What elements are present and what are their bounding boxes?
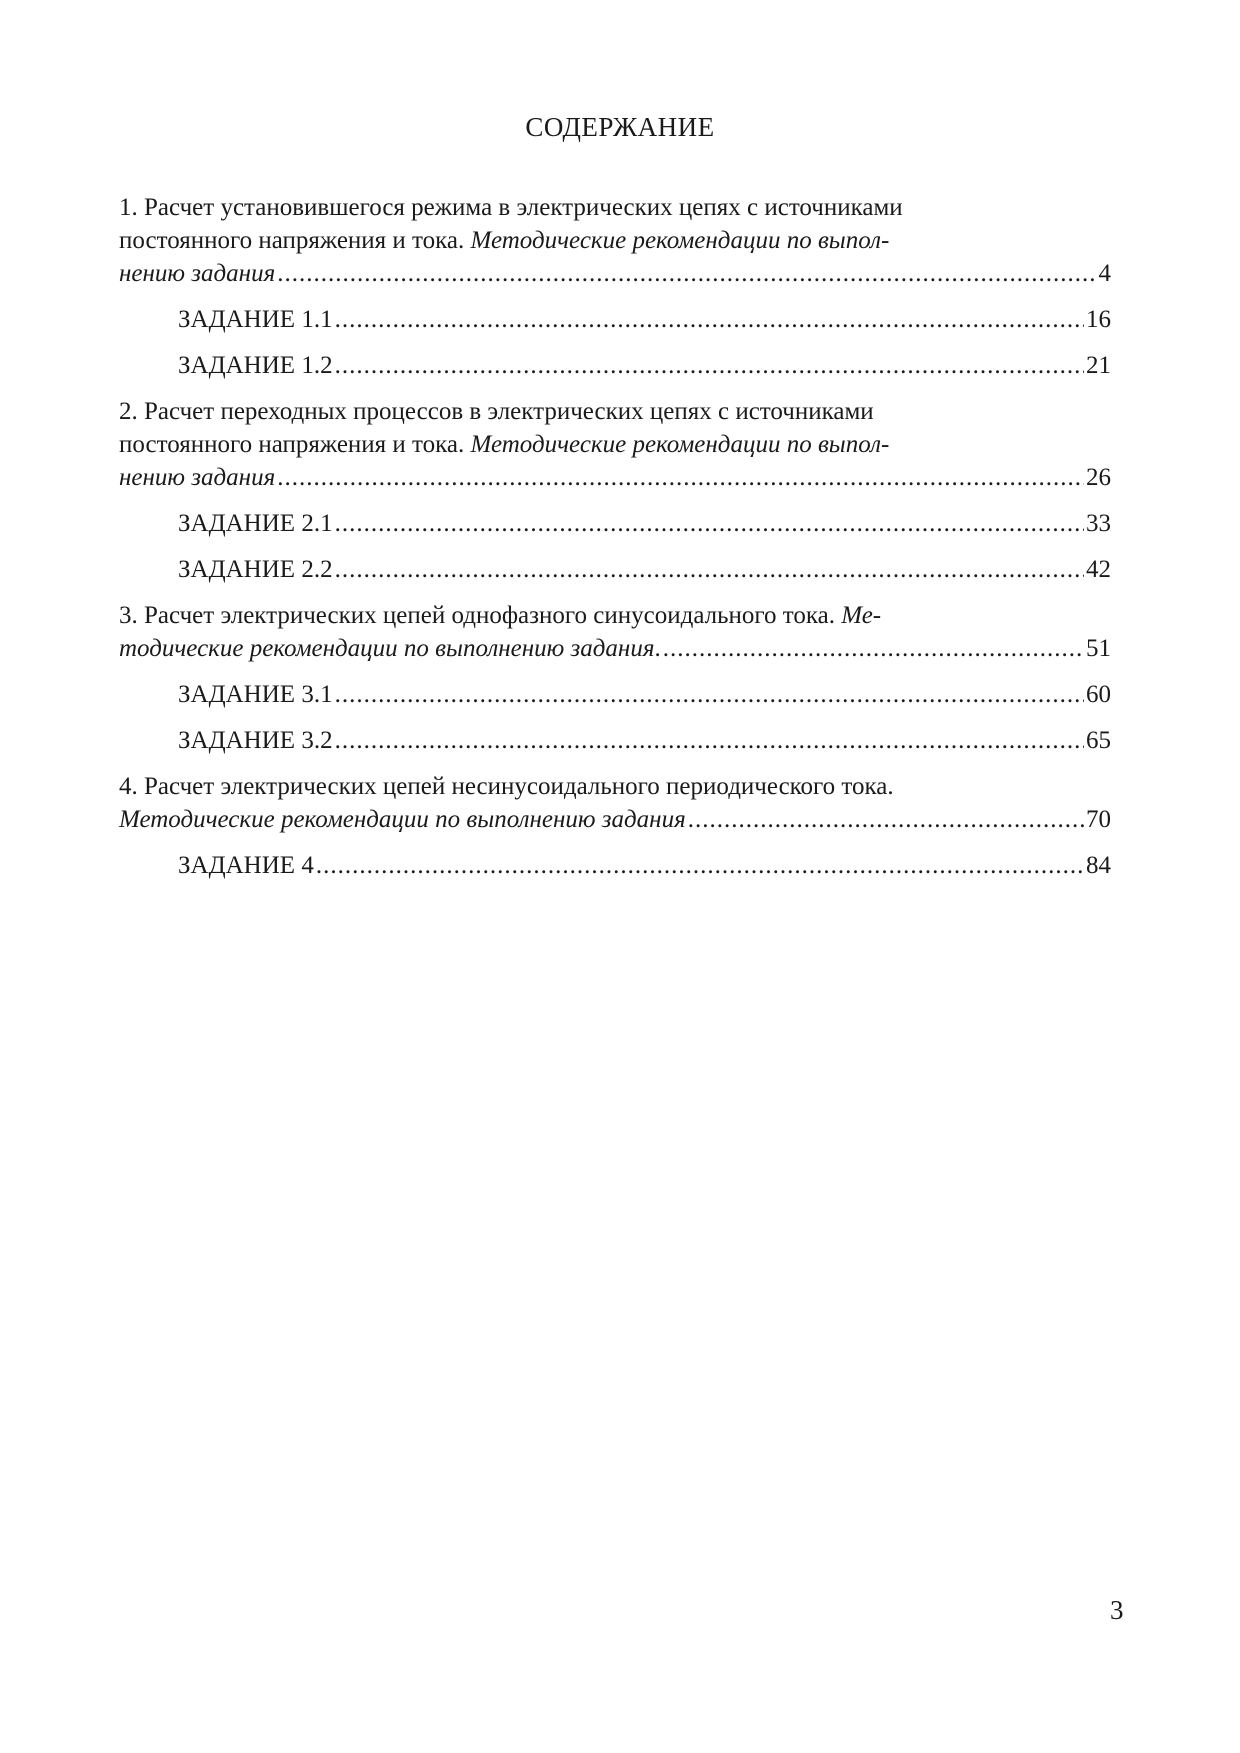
subitem-label: ЗАДАНИЕ 2.1 xyxy=(178,510,333,537)
dot-leader xyxy=(335,507,1084,540)
section-heading-last-line: Методические рекомендации по выполнению задания ..... 70 xyxy=(119,803,1111,836)
section-heading-last-line: нению задания ..... 26 xyxy=(119,461,1111,494)
dot-leader xyxy=(277,257,1096,290)
toc-subitem[interactable] xyxy=(119,349,1111,382)
section-heading-line: постоянного напряжения и тока. Методические рекомендации по выпол- xyxy=(119,227,890,254)
toc-subitem[interactable] xyxy=(119,724,1111,757)
toc-section-4[interactable] xyxy=(119,770,1111,836)
subitem-label: ЗАДАНИЕ 1.2 xyxy=(178,352,333,379)
toc-page-number: 70 xyxy=(1086,806,1111,833)
page-number: 3 xyxy=(1110,1595,1124,1625)
table-of-contents xyxy=(119,191,1111,895)
section-heading-last-line: тодические рекомендации по выполнению задания . ..... 51 xyxy=(119,632,1111,665)
section-heading-line: 3. Расчет электрических цепей однофазного синусоидального тока. Ме- xyxy=(119,602,882,629)
subitem-label: ЗАДАНИЕ 3.2 xyxy=(178,727,333,754)
dot-leader xyxy=(277,461,1084,494)
subitem-label: ЗАДАНИЕ 4 xyxy=(178,852,314,879)
toc-title: СОДЕРЖАНИЕ xyxy=(525,112,715,142)
toc-page-number: 33 xyxy=(1086,510,1111,537)
toc-page-number: 42 xyxy=(1086,556,1111,583)
toc-section-3[interactable] xyxy=(119,599,1111,665)
section-heading-line: 2. Расчет переходных процессов в электрических цепях с источниками xyxy=(119,398,874,425)
dot-leader xyxy=(335,724,1084,757)
toc-page-number: 26 xyxy=(1086,464,1111,491)
toc-page-number: 60 xyxy=(1086,681,1111,708)
toc-subitem[interactable] xyxy=(119,553,1111,586)
dot-leader xyxy=(335,303,1084,336)
dot-leader xyxy=(335,678,1084,711)
section-heading-line: 1. Расчет установившегося режима в электрических цепях с источниками xyxy=(119,194,903,221)
toc-page-number: 65 xyxy=(1086,727,1111,754)
dot-leader xyxy=(335,349,1084,382)
toc-page-number: 51 xyxy=(1086,635,1111,662)
toc-page-number: 21 xyxy=(1086,352,1111,379)
dot-leader xyxy=(316,849,1084,882)
subitem-label: ЗАДАНИЕ 1.1 xyxy=(178,306,333,333)
toc-subitem[interactable] xyxy=(119,849,1111,882)
dot-leader xyxy=(335,553,1084,586)
section-heading-line: постоянного напряжения и тока. Методические рекомендации по выпол- xyxy=(119,431,890,458)
toc-page-number: 84 xyxy=(1086,852,1111,879)
dot-leader xyxy=(688,803,1084,836)
toc-page-number: 16 xyxy=(1086,306,1111,333)
section-heading-last-line: нению задания ..... 4 xyxy=(119,257,1111,290)
toc-subitem[interactable] xyxy=(119,303,1111,336)
dot-leader xyxy=(663,632,1084,665)
toc-page-number: 4 xyxy=(1098,260,1111,287)
subitem-label: ЗАДАНИЕ 2.2 xyxy=(178,556,333,583)
toc-subitem[interactable] xyxy=(119,507,1111,540)
toc-subitem[interactable] xyxy=(119,678,1111,711)
toc-section-2[interactable] xyxy=(119,395,1111,494)
subitem-label: ЗАДАНИЕ 3.1 xyxy=(178,681,333,708)
section-heading-line: 4. Расчет электрических цепей несинусоидального периодического тока. xyxy=(119,773,894,800)
toc-section-1[interactable] xyxy=(119,191,1111,290)
